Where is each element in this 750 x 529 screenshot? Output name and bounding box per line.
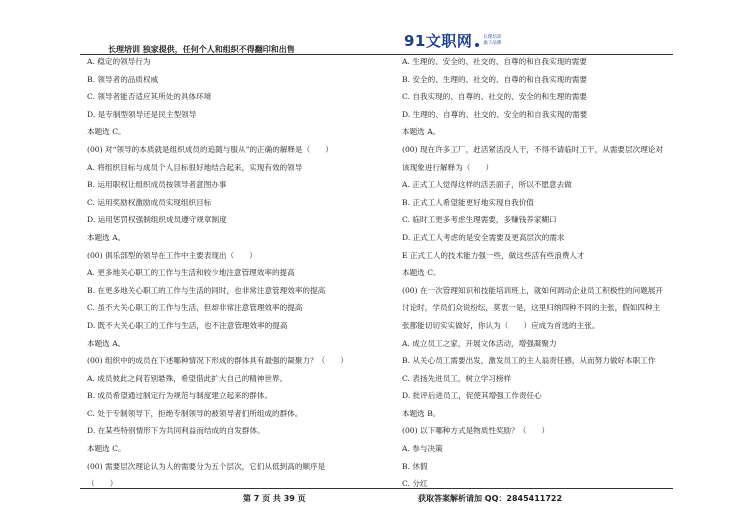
answer-line: 本题选 A。 xyxy=(87,338,126,348)
contact-info: 获取答案解析请加 QQ：2845411722 xyxy=(418,494,563,503)
text-line: A. 成员彼此之间若别悬殊，希望借此扩大自己的精神世界。 xyxy=(87,373,288,383)
text-line: A. 参与决策 xyxy=(402,444,443,454)
text-line: A. 成立员工之家，开展文体活动，增强凝聚力 xyxy=(402,338,557,348)
page-number: 第 7 页 共 39 页 xyxy=(243,494,306,503)
question-line: (00) 俱乐部型的领导在工作中主要表现出（ ） xyxy=(87,250,257,260)
question-line: (00) 现在许多工厂，赶活紧活没人干，不得不请临时工干，从需要层次理论对 xyxy=(402,144,663,154)
text-line: C. 处于专制领导下，拒绝专制领导的被领导者们所组成的群体。 xyxy=(87,408,303,418)
logo-text: 91文职网 xyxy=(404,32,473,50)
text-line: D. 批评后进员工，促使其增强工作责任心 xyxy=(402,391,542,401)
text-line: D. 生理的、自尊的、社交的、安全的和自我实现的需要 xyxy=(402,109,588,119)
text-line: D. 运用惩罚权强制组织成员遵守规章制度 xyxy=(87,215,227,225)
answer-line: 本题选 A。 xyxy=(87,232,126,242)
question-line: (00) 组织中的成员在下述哪种情况下形成的群体具有最强的凝聚力？（ ） xyxy=(87,356,348,366)
text-line: B. 运用职权让组织成员按领导者意图办事 xyxy=(87,180,227,190)
text-line: D. 既不大关心职工的工作与生活，也不注意管理效率的提高 xyxy=(87,320,288,330)
text-line: A. 更多地关心职工的工作与生活和较少地注意管理效率的提高 xyxy=(87,268,295,278)
text-line: C. 临时工更多考虑生理需要，多赚钱养家糊口 xyxy=(402,215,557,225)
text-line: A. 正式工人觉得这样的活丢面子，所以不愿意去做 xyxy=(402,180,572,190)
text-line: B. 成员希望通过制定行为规范与制度建立起来的群体。 xyxy=(87,391,273,401)
text-line: B. 正式工人希望能更好地实现自我价值 xyxy=(402,197,534,207)
header-notice: 长理培训 独家提供，任何个人和组织不得翻印和出售 xyxy=(108,45,295,54)
text-line: A. 生理的、安全的、社交的、自尊的和自我实现的需要 xyxy=(402,57,587,66)
text-line: A. 将组织目标与成员个人目标很好地结合起来，实现有效的领导 xyxy=(87,162,303,172)
logo-tag-line-1: 长理培训 xyxy=(483,34,502,40)
question-line: (00) 需要层次理论认为人的需要分为五个层次，它们从低到高的顺序是 xyxy=(87,461,326,471)
logo-tagline xyxy=(483,35,501,47)
text-line: E 正式工人的技术能力强一些，做这些活有些浪费人才 xyxy=(402,250,585,260)
text-line: D. 在某些特别情形下为共同利益而结成的自发群体。 xyxy=(87,426,265,436)
left-column xyxy=(87,53,387,493)
text-line: C. 运用奖励权激励成员实现组织目标 xyxy=(87,197,212,207)
text-line: C. 分红 xyxy=(402,479,428,489)
site-logo[interactable] xyxy=(404,30,501,51)
text-line: A. 稳定的领导行为 xyxy=(87,57,151,66)
text-line: C. 虽不大关心职工的工作与生活，但却非常注意管理效率的提高 xyxy=(87,303,303,313)
logo-dot-icon xyxy=(475,43,479,47)
text-line: B. 安全的、生理的、社交的、自尊的和自我实现的需要 xyxy=(402,74,588,84)
text-line: D. 正式工人考虑的是安全需要及更高层次的需求 xyxy=(402,232,565,242)
question-line: 讨论时，学员们众说纷纭，莫衷一是，这里归纳四种不同的主张，假如四种主 xyxy=(402,303,661,313)
text-line: C. 自我实现的、自尊的、社交的、安全的和生理的需要 xyxy=(402,92,588,102)
text-line: B. 在更多地关心职工的工作与生活的同时，也非常注意管理效率的提高 xyxy=(87,285,326,295)
text-line: B. 领导者的品质权威 xyxy=(87,74,159,84)
answer-line: 本题选 A。 xyxy=(402,127,441,137)
text-line: B. 从关心员工需要出发，激发员工的主人翁责任感，从而努力做好本职工作 xyxy=(402,356,656,366)
right-column xyxy=(402,53,702,493)
text-line: （ ） xyxy=(87,479,118,489)
text-line: D. 是专制型领导还是民主型领导 xyxy=(87,109,197,119)
text-line: C. 领导者能否适应其所处的具体环境 xyxy=(87,92,212,102)
question-line: (00) 在一次管理知识和技能培训班上，就如何调动企业员工积极性的问题展开 xyxy=(402,285,663,295)
answer-line: 本题选 C。 xyxy=(87,444,126,454)
answer-line: 本题选 C。 xyxy=(87,127,126,137)
question-line: (00) 对“领导的本质就是组织成员的追随与服从”的正确的解释是（ ） xyxy=(87,144,333,154)
footer-divider xyxy=(80,488,673,489)
question-line: (00) 以下哪种方式是物质性奖励？（ ） xyxy=(402,426,550,436)
text-line: B. 休假 xyxy=(402,461,428,471)
answer-line: 本题选 B。 xyxy=(402,408,441,418)
question-line: 该现象进行解释为（ ） xyxy=(402,162,494,172)
answer-line: 本题选 C。 xyxy=(402,268,441,278)
text-line: C. 表扬先进员工，树立学习榜样 xyxy=(402,373,512,383)
logo-tag-line-2: 旗下品牌 xyxy=(483,40,502,46)
question-line: 张都能切切实实做好，你认为（ ）应成为首选的主张。 xyxy=(402,320,600,330)
